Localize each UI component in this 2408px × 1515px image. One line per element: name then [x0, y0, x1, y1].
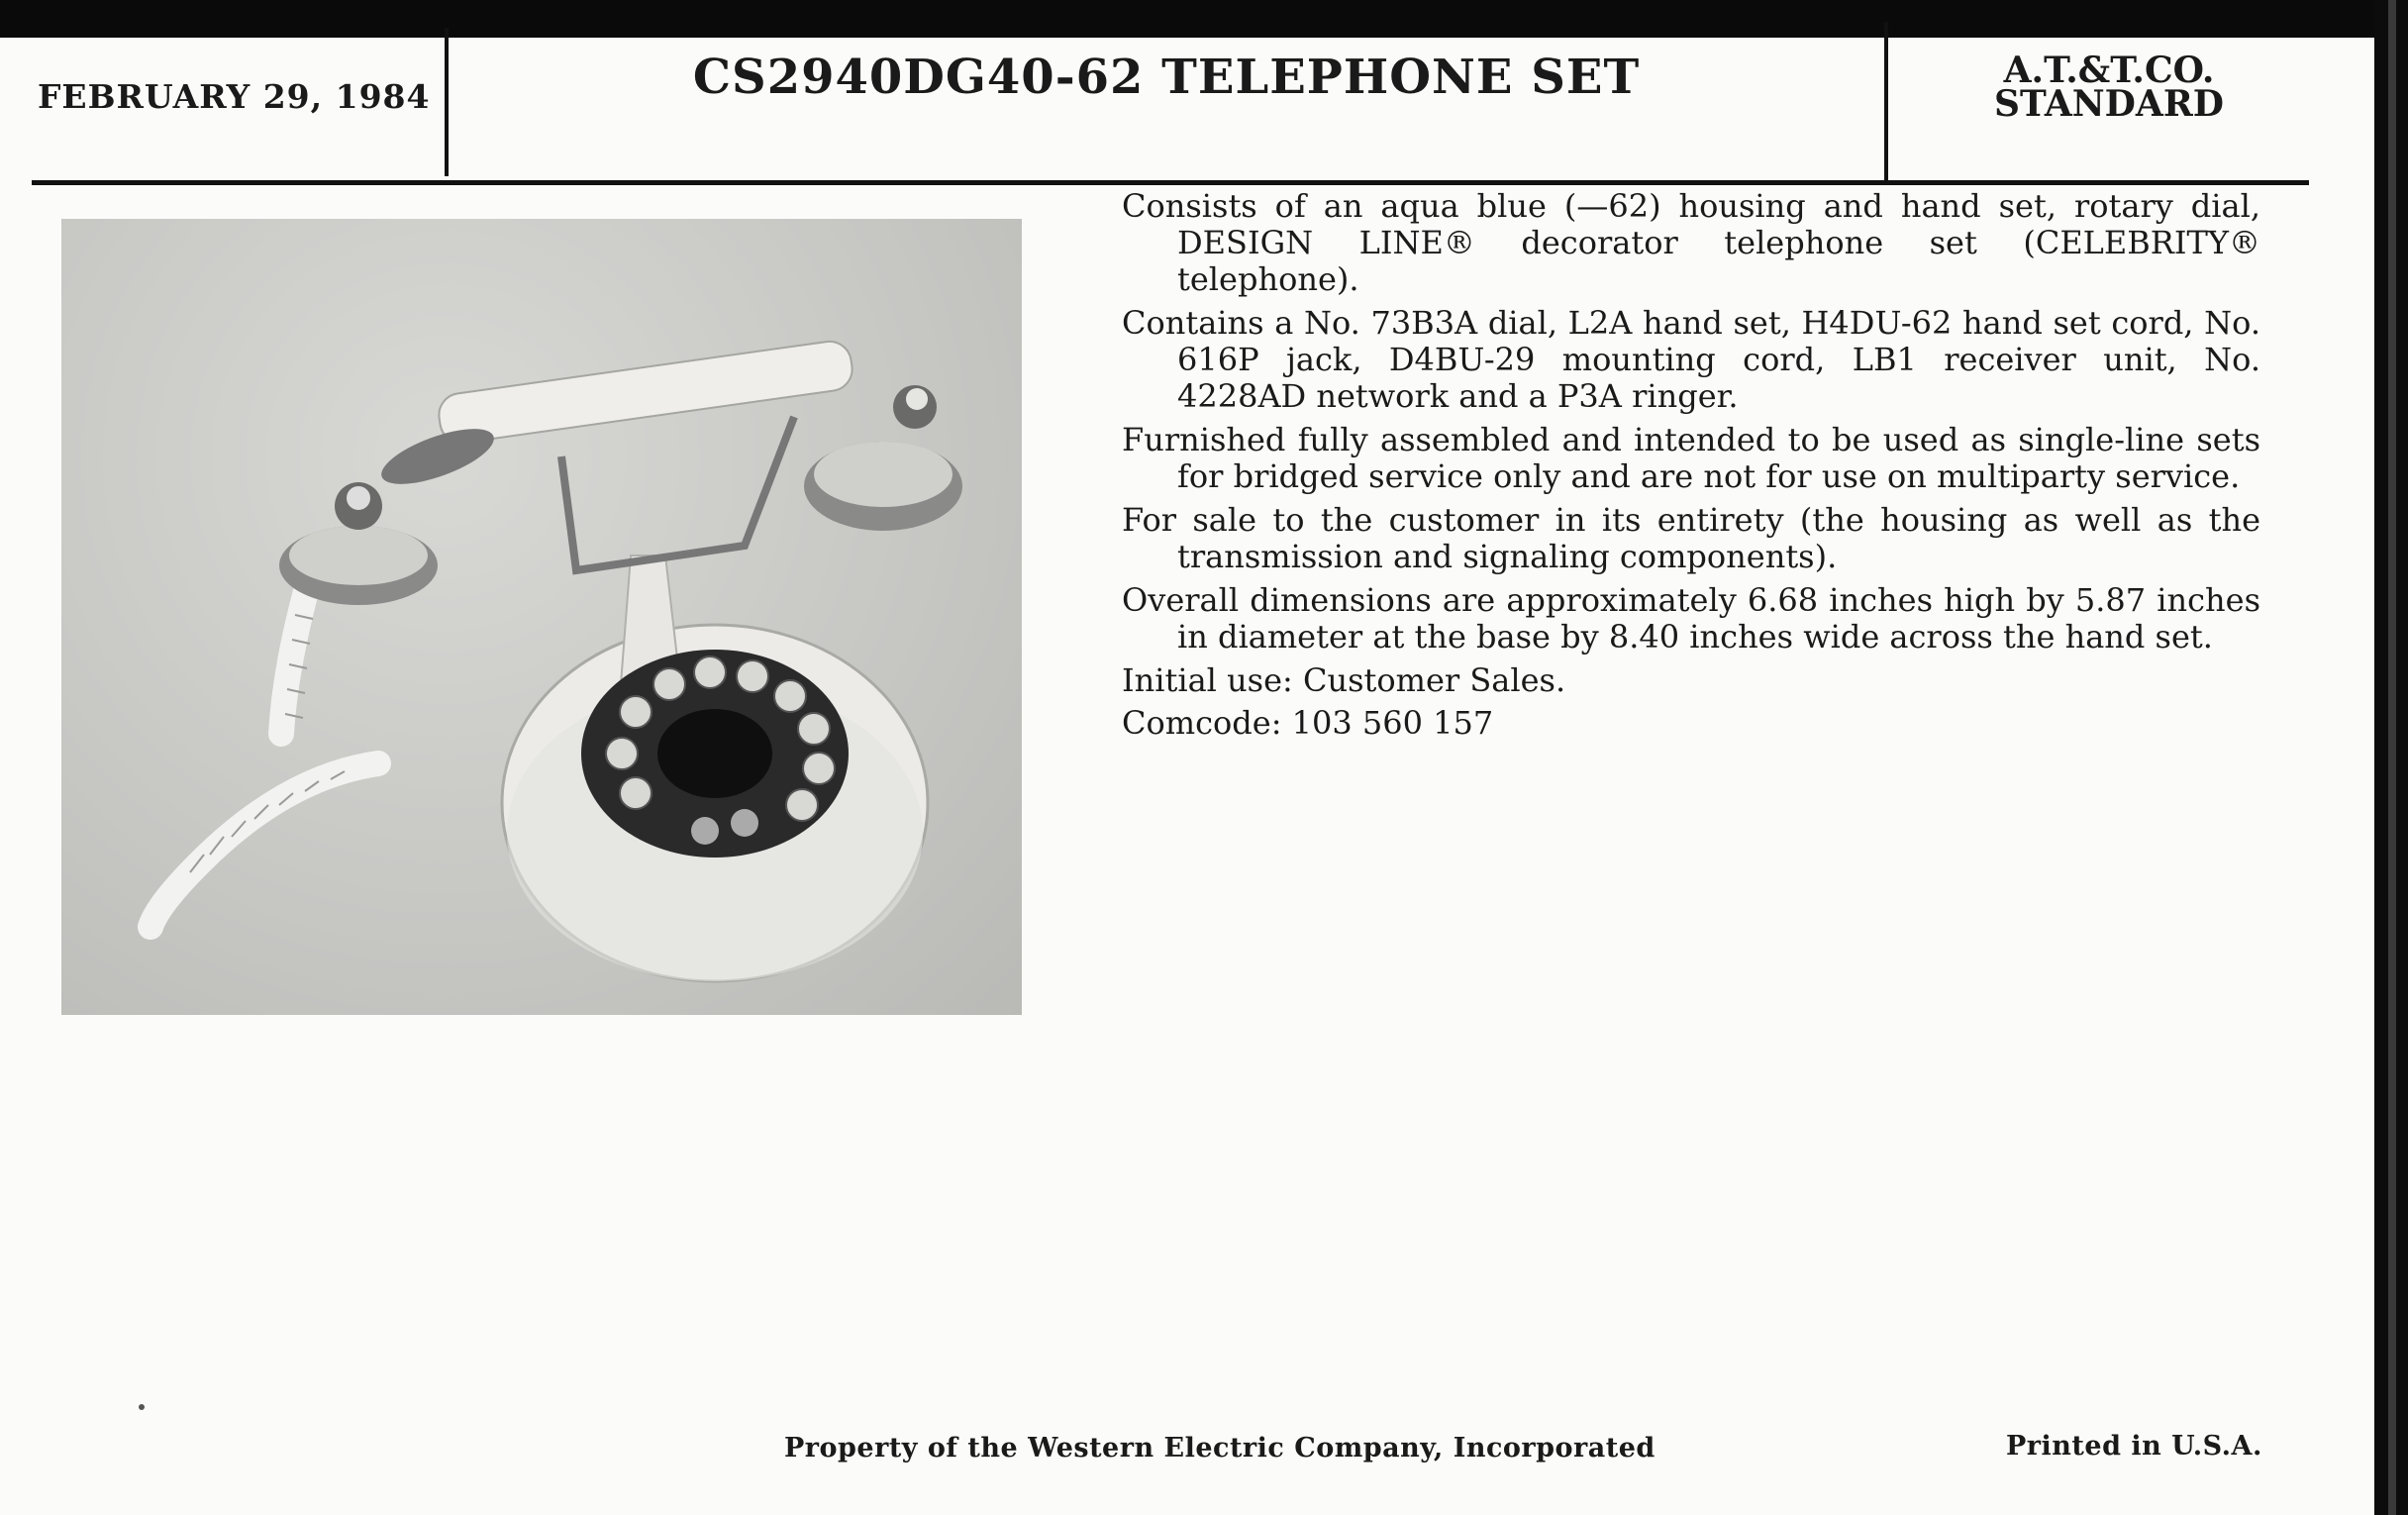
comcode: Comcode: 103 560 157 [1122, 704, 1494, 742]
description-paragraph-5: Overall dimensions are approximately 6.68 inches high by 5.87 inches in diameter at the base by 8.40 inches wide across the hand set. [1122, 581, 2260, 656]
scan-right-border [2374, 0, 2408, 1515]
footer-property: Property of the Western Electric Company, Incorporated [784, 1433, 1656, 1464]
description-paragraph-4: For sale to the customer in its entirety (the housing as well as the transmission and signaling components). [1122, 501, 2260, 575]
footer-printed: Printed in U.S.A. [2006, 1431, 2262, 1462]
initial-use: Initial use: Customer Sales. [1122, 661, 1566, 699]
description-paragraph-2: Contains a No. 73B3A dial, L2A hand set, H4DU-62 hand set cord, No. 616P jack, D4BU-29 mounting cord, LB1 receiver unit, No. 4228AD network and a P3A ringer. [1122, 304, 2260, 415]
page-title: CS2940DG40-62 TELEPHONE SET [692, 50, 1641, 105]
description-paragraph-3: Furnished fully assembled and intended to be used as single-line sets for bridged service only and are not for use on multiparty service. [1122, 421, 2260, 495]
print-speck [139, 1404, 145, 1410]
telephone-photo [61, 219, 1022, 1015]
description [1122, 188, 2260, 748]
header-divider-right [1884, 22, 1888, 180]
header-rule [32, 180, 2309, 185]
description-paragraph-1: Consists of an aqua blue (—62) housing and hand set, rotary dial, DESIGN LINE® decorator telephone set (CELEBRITY® telephone). [1122, 187, 2260, 298]
telephone-illustration [61, 219, 1022, 1015]
header-standard [1921, 50, 2297, 125]
header-date: FEBRUARY 29, 1984 [38, 77, 431, 116]
cradle-fork [561, 417, 794, 570]
scan-edge-band [2388, 0, 2396, 1515]
scan-top-border [0, 0, 2408, 38]
rotary-dial [581, 650, 849, 858]
coiled-cord [150, 580, 378, 927]
standard-line-1: A.T.&T.CO. [2003, 50, 2215, 91]
standard-line-2: STANDARD [1994, 83, 2224, 125]
